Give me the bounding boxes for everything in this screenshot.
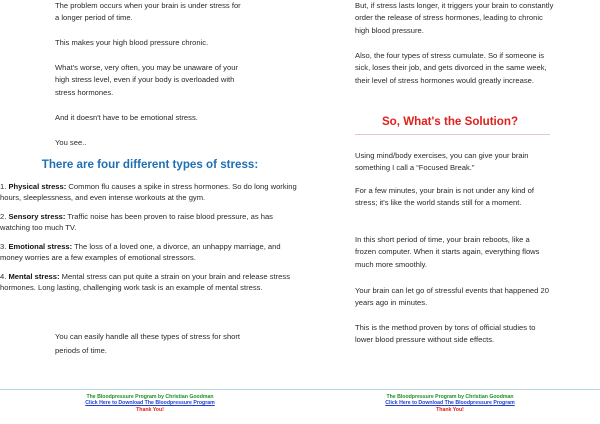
paragraph: This is the method proven by tons of official studies to lower blood pressure without side effects. bbox=[355, 323, 536, 345]
paragraph: The problem occurs when your brain is under stress for a longer period of time. bbox=[55, 1, 241, 23]
paragraph: And it doesn't have to be emotional stress. bbox=[55, 113, 198, 122]
paragraph: In this short period of time, your brain reboots, like a frozen computer. When it starts again, everything flows much more smoothly. bbox=[355, 235, 540, 269]
paragraph: Your brain can let go of stressful events that happened 20 years ago in minutes. bbox=[355, 286, 549, 308]
heading-underline bbox=[355, 134, 550, 135]
footer-title: The Bloodpressure Program by Christian Goodman bbox=[86, 394, 214, 400]
footer-divider bbox=[300, 389, 600, 390]
footer-divider bbox=[0, 389, 300, 390]
paragraph: What's worse, very often, you may be unaware of your high stress level, even if your body is overloaded with stress hormones. bbox=[55, 63, 238, 97]
stress-type-item: 4. Mental stress: Mental stress can put quite a strain on your brain and release stress hormones. Long lasting, challenging work task is an example of mental stress. bbox=[0, 272, 290, 293]
section-heading: So, What's the Solution? bbox=[381, 115, 519, 128]
stress-type-item: 1. Physical stress: Common flu causes a spike in stress hormones. So do long working hours, sleeplessness, and even intense workouts at the gym. bbox=[0, 182, 297, 203]
stress-type-item: 3. Emotional stress: The loss of a loved one, a divorce, an unhappy marriage, and money worries are a few examples of emotional stressors. bbox=[0, 242, 281, 263]
paragraph: Using mind/body exercises, you can give your brain something I call a “Focused Break.” bbox=[355, 151, 529, 173]
paragraph: But, if stress lasts longer, it triggers your brain to constantly order the release of stress hormones, leading to chronic high blood pressure. bbox=[355, 1, 554, 35]
footer-thanks: Thank You! bbox=[436, 406, 464, 413]
paragraph: You see.. bbox=[55, 138, 87, 147]
paragraph: For a few minutes, your brain is not under any kind of stress; it's like the world stands still for a moment. bbox=[355, 186, 534, 208]
footer-title: The Bloodpressure Program by Christian Goodman bbox=[386, 394, 514, 400]
paragraph: This makes your high blood pressure chronic. bbox=[55, 38, 209, 47]
download-link[interactable]: Click Here to Download The Bloodpressure Program bbox=[385, 400, 515, 407]
stress-type-item: 2. Sensory stress: Traffic noise has been proven to raise blood pressure, as has watching too much TV. bbox=[0, 212, 273, 233]
download-link[interactable]: Click Here to Download The Bloodpressure Program bbox=[85, 400, 215, 407]
right-page bbox=[300, 0, 600, 424]
paragraph: Also, the four types of stress cumulate. So if someone is sick, loses their job, and gets divorced in the same week, their level of stress hormones would greatly increase. bbox=[355, 51, 547, 85]
footer bbox=[300, 394, 600, 413]
footer bbox=[0, 394, 300, 413]
footer-thanks: Thank You! bbox=[136, 406, 164, 413]
paragraph: You can easily handle all these types of stress for short periods of time. bbox=[55, 332, 241, 355]
section-heading: There are four different types of stress: bbox=[41, 158, 259, 171]
